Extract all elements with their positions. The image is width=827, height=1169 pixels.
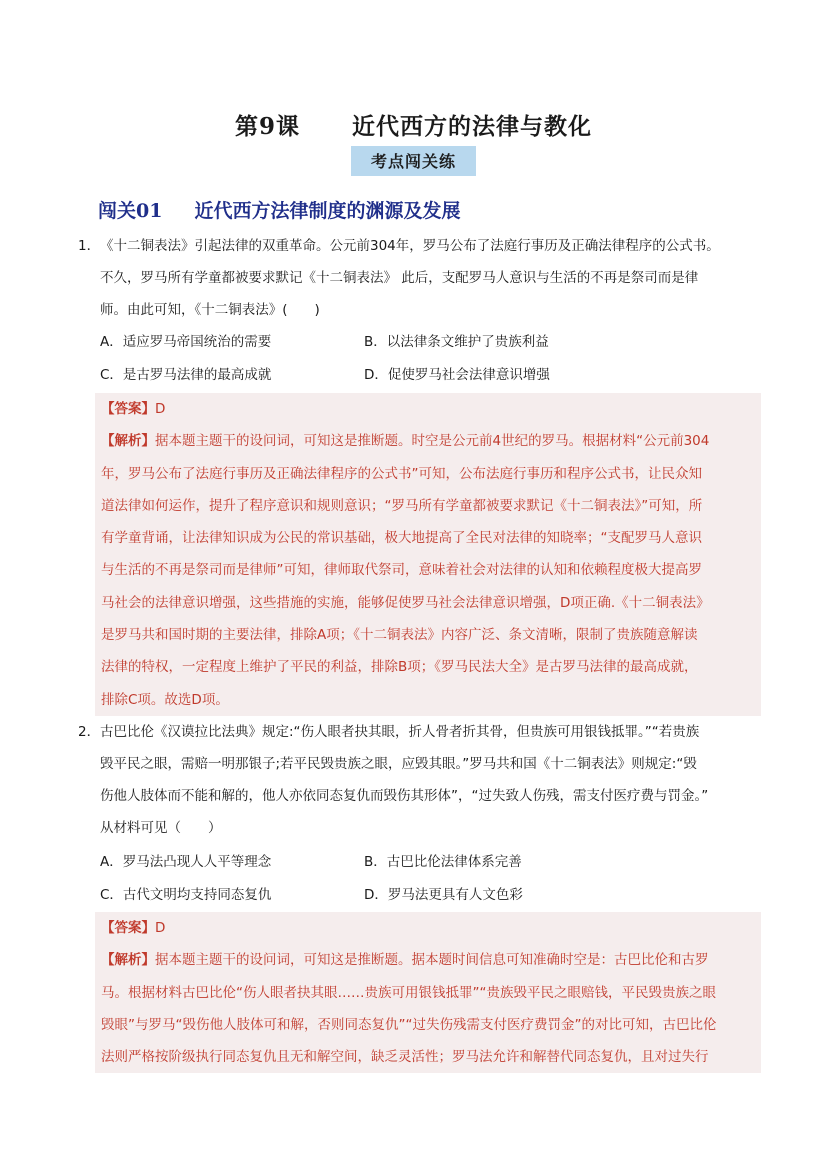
question-line: 1．《十二铜表法》引起法律的双重革命。公元前304年，罗马公布了法庭行事历及正确法律程序的公式书。: [78, 230, 758, 262]
answer-tag: 【答案】: [101, 920, 155, 936]
option-a[interactable]: A．适应罗马帝国统治的需要: [100, 334, 272, 350]
answer-value: D: [155, 401, 166, 417]
answer-tag: 【答案】: [101, 401, 155, 417]
question-1-answer-block: [95, 393, 761, 716]
analysis-tag: 【解析】: [101, 433, 155, 450]
analysis-line: 马。根据材料古巴比伦“伤人眼者抉其眼……贵族可用银钱抵罪”“贵族毁平民之眼赔钱，平民毁贵族之眼: [101, 984, 716, 1001]
section-label: 闯关01: [98, 200, 163, 222]
analysis-line: 排除C项。故选D项。: [101, 691, 229, 708]
analysis-line: 毁眼”与罗马“毁伤他人肢体可和解，否则同态复仇”“过失伤残需支付医疗费罚金”的对比可知，古巴比伦: [101, 1016, 717, 1033]
question-2-options: [100, 846, 760, 912]
question-line: 从材料可见（ ）: [100, 820, 222, 836]
analysis-line: 法则严格按阶级执行同态复仇且无和解空间，缺乏灵活性；罗马法允许和解替代同态复仇，且对过失行: [101, 1049, 709, 1066]
analysis-line: 【解析】据本题主题干的设问词，可知这是推断题。据本题时间信息可知准确时空是：古巴比伦和古罗: [101, 952, 709, 969]
lesson-title: [0, 108, 827, 141]
option-d[interactable]: D．罗马法更具有人文色彩: [364, 887, 523, 903]
analysis-line: 马社会的法律意识增强，这些措施的实施，能够促使罗马社会法律意识增强，D项正确.《十二铜表法》: [101, 594, 710, 611]
question-line: 2．古巴比伦《汉谟拉比法典》规定:“伤人眼者抉其眼，折人骨者折其骨，但贵族可用银钱抵罪。”“若贵族: [78, 716, 758, 748]
analysis-line: 是罗马共和国时期的主要法律，排除A项；《十二铜表法》内容广泛、条文清晰，限制了贵族随意解读: [101, 627, 698, 644]
question-2-answer-block: [95, 912, 761, 1073]
option-c[interactable]: C．是古罗马法律的最高成就: [100, 367, 272, 383]
section-heading: [98, 196, 460, 223]
question-line: 不久，罗马所有学童都被要求默记《十二铜表法》 此后，支配罗马人意识与生活的不再是祭司而是律: [100, 270, 699, 286]
question-line: 毁平民之眼，需赔一明那银子;若平民毁贵族之眼，应毁其眼。”罗马共和国《十二铜表法》则规定:“毁: [100, 756, 697, 772]
option-c[interactable]: C．古代文明均支持同态复仇: [100, 887, 272, 903]
analysis-line: 【解析】据本题主题干的设问词，可知这是推断题。时空是公元前4世纪的罗马。根据材料“公元前304: [101, 433, 710, 450]
analysis-line: 有学童背诵，让法律知识成为公民的常识基础，极大地提高了全民对法律的知晓率；“支配罗马人意识: [101, 530, 702, 547]
question-1-options: [100, 326, 760, 392]
question-number: 2．: [78, 724, 101, 740]
option-b[interactable]: B．古巴比伦法律体系完善: [364, 854, 522, 870]
analysis-line: 法律的特权，一定程度上维护了平民的利益，排除B项；《罗马民法大全》是古罗马法律的最高成就，: [101, 659, 698, 676]
question-number: 1．: [78, 238, 101, 254]
answer-line: [101, 912, 761, 944]
option-b[interactable]: B．以法律条文维护了贵族利益: [364, 334, 549, 350]
question-line: 伤他人肢体而不能和解的，他人亦依同态复仇而毁伤其形体”，“过失致人伤残，需支付医疗费与罚金。”: [100, 788, 709, 804]
question-2-stem: [78, 716, 758, 844]
analysis-tag: 【解析】: [101, 952, 155, 969]
question-line: 师。由此可知，《十二铜表法》( ): [100, 302, 320, 318]
analysis-line: 道法律如何运作，提升了程序意识和规则意识；“罗马所有学童都被要求默记《十二铜表法》”可知，所: [101, 497, 703, 514]
section-title: 近代西方法律制度的渊源及发展: [194, 200, 461, 222]
lesson-name: 近代西方的法律与教化: [352, 113, 592, 140]
option-a[interactable]: A．罗马法凸现人人平等理念: [100, 854, 272, 870]
analysis-line: 与生活的不再是祭司而是律师”可知，律师取代祭司，意味着社会对法律的认知和依赖程度极大提高罗: [101, 562, 702, 579]
answer-line: [101, 393, 761, 425]
lesson-label: 第9课: [234, 113, 300, 140]
question-1-stem: [78, 230, 758, 326]
practice-badge: 考点闯关练: [351, 146, 476, 176]
analysis-line: 年，罗马公布了法庭行事历及正确法律程序的公式书”可知，公布法庭行事历和程序公式书，让民众知: [101, 465, 702, 482]
option-d[interactable]: D．促使罗马社会法律意识增强: [364, 367, 550, 383]
answer-value: D: [155, 920, 166, 936]
